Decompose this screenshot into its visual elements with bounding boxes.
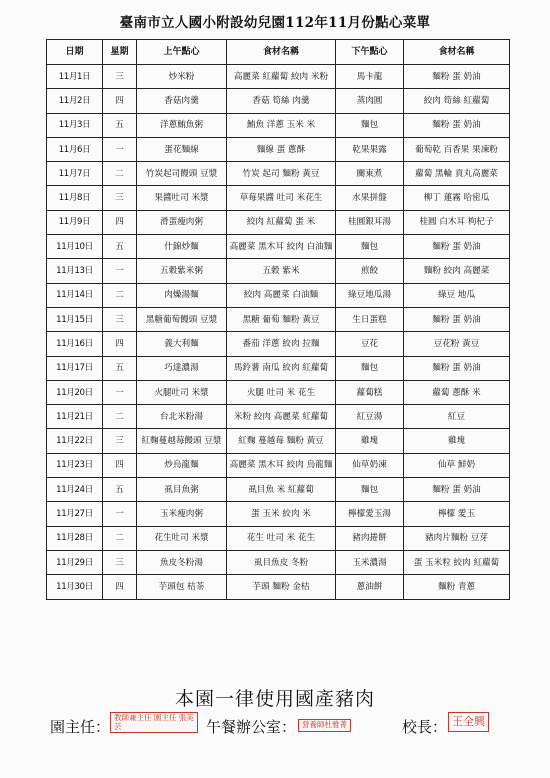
cell-weekday: 二: [103, 283, 137, 307]
table-row: [47, 429, 510, 453]
table-row: [47, 502, 510, 526]
cell-pm-snack: 綠豆地瓜湯: [336, 283, 404, 307]
header-am-snack: 上午點心: [137, 40, 227, 65]
cell-pm-snack: 馬卡龍: [336, 65, 404, 89]
cell-am-ingredients: 虱目魚皮 冬粉: [227, 550, 336, 574]
cell-am-snack: 火腿吐司 米漿: [137, 380, 227, 404]
cell-date: 11月22日: [47, 429, 103, 453]
cell-pm-ingredients: 蛋 玉米粒 絞肉 紅蘿蔔: [404, 550, 510, 574]
cell-am-snack: 竹炭起司饅頭 豆漿: [137, 162, 227, 186]
cell-am-ingredients: 高麗菜 黑木耳 絞肉 白油麵: [227, 235, 336, 259]
cell-am-ingredients: 紅麴 蔓越莓 麵粉 黃豆: [227, 429, 336, 453]
cell-am-snack: 巧達濃湯: [137, 356, 227, 380]
table-row: [47, 575, 510, 599]
cell-date: 11月3日: [47, 113, 103, 137]
cell-am-ingredients: 米粉 絞肉 高麗菜 紅蘿蔔: [227, 405, 336, 429]
cell-pm-snack: 乾果果露: [336, 137, 404, 161]
table-row: [47, 526, 510, 550]
cell-pm-snack: 麵包: [336, 113, 404, 137]
cell-pm-ingredients: 葡萄乾 百香果 果凍粉: [404, 137, 510, 161]
cell-pm-snack: 檸檬愛玉湯: [336, 502, 404, 526]
cell-am-ingredients: 番茄 洋蔥 絞肉 拉麵: [227, 332, 336, 356]
cell-weekday: 三: [103, 65, 137, 89]
cell-pm-snack: 蒸肉圓: [336, 89, 404, 113]
cell-date: 11月2日: [47, 89, 103, 113]
cell-pm-ingredients: 麵粉 蛋 奶油: [404, 235, 510, 259]
cell-am-ingredients: 虱目魚 米 紅蘿蔔: [227, 478, 336, 502]
cell-pm-snack: 麵包: [336, 478, 404, 502]
cell-am-snack: 花生吐司 米漿: [137, 526, 227, 550]
cell-am-ingredients: 黑糖 葡萄 麵粉 黃豆: [227, 307, 336, 331]
cell-pm-snack: 關東煮: [336, 162, 404, 186]
principal-signature-label: 校長：: [402, 718, 448, 736]
cell-am-snack: 虱目魚粥: [137, 478, 227, 502]
cell-pm-ingredients: 綠豆 地瓜: [404, 283, 510, 307]
cell-am-ingredients: 花生 吐司 米 花生: [227, 526, 336, 550]
cell-weekday: 一: [103, 380, 137, 404]
cell-pm-ingredients: 絞肉 筍絲 紅蘿蔔: [404, 89, 510, 113]
cell-date: 11月29日: [47, 550, 103, 574]
cell-weekday: 四: [103, 575, 137, 599]
cell-am-snack: 炒米粉: [137, 65, 227, 89]
director-signature-label: 園主任：: [50, 718, 111, 736]
cell-am-ingredients: 鮪魚 洋蔥 玉米 米: [227, 113, 336, 137]
header-pm-ingredients: 食材名稱: [404, 40, 510, 65]
cell-pm-snack: 麵包: [336, 235, 404, 259]
table-row: [47, 162, 510, 186]
cell-weekday: 四: [103, 453, 137, 477]
cell-am-ingredients: 麵線 蛋 蔥酥: [227, 137, 336, 161]
cell-weekday: 四: [103, 210, 137, 234]
cell-weekday: 三: [103, 550, 137, 574]
cell-am-ingredients: 草莓果醬 吐司 米花生: [227, 186, 336, 210]
cell-am-ingredients: 高麗菜 黑木耳 絞肉 烏龍麵: [227, 453, 336, 477]
table-row: [47, 453, 510, 477]
cell-date: 11月7日: [47, 162, 103, 186]
cell-am-ingredients: 五穀 紫米: [227, 259, 336, 283]
cell-am-ingredients: 火腿 吐司 米 花生: [227, 380, 336, 404]
cell-date: 11月13日: [47, 259, 103, 283]
cell-am-ingredients: 竹炭 起司 麵粉 黃豆: [227, 162, 336, 186]
cell-am-snack: 炒烏龍麵: [137, 453, 227, 477]
cell-date: 11月21日: [47, 405, 103, 429]
cell-pm-ingredients: 蘿蔔 黑輪 貢丸高麗菜: [404, 162, 510, 186]
cell-weekday: 四: [103, 89, 137, 113]
table-row: [47, 89, 510, 113]
cell-weekday: 三: [103, 307, 137, 331]
cell-weekday: 二: [103, 405, 137, 429]
cell-weekday: 五: [103, 478, 137, 502]
cell-am-snack: 黑糖葡萄饅頭 豆漿: [137, 307, 227, 331]
cell-date: 11月27日: [47, 502, 103, 526]
cell-am-snack: 滑蛋瘦肉粥: [137, 210, 227, 234]
cell-weekday: 五: [103, 235, 137, 259]
cell-am-snack: 台北米粉湯: [137, 405, 227, 429]
table-row: [47, 307, 510, 331]
cell-am-ingredients: 馬鈴薯 南瓜 絞肉 紅蘿蔔: [227, 356, 336, 380]
cell-date: 11月1日: [47, 65, 103, 89]
cell-am-snack: 魚皮冬粉湯: [137, 550, 227, 574]
cell-am-snack: 義大利麵: [137, 332, 227, 356]
cell-date: 11月6日: [47, 137, 103, 161]
cell-pm-snack: 桂圓銀耳湯: [336, 210, 404, 234]
cell-pm-ingredients: 麵粉 青蔥: [404, 575, 510, 599]
cell-am-snack: 蛋花麵線: [137, 137, 227, 161]
cell-pm-snack: 玉米濃湯: [336, 550, 404, 574]
header-pm-snack: 下午點心: [336, 40, 404, 65]
cell-am-ingredients: 絞肉 紅蘿蔔 蛋 米: [227, 210, 336, 234]
table-row: [47, 356, 510, 380]
cell-am-snack: 果醬吐司 米漿: [137, 186, 227, 210]
cell-weekday: 一: [103, 502, 137, 526]
table-row: [47, 478, 510, 502]
table-row: [47, 137, 510, 161]
cell-date: 11月8日: [47, 186, 103, 210]
cell-am-snack: 紅麴蔓越莓饅頭 豆漿: [137, 429, 227, 453]
cell-pm-snack: 紅豆湯: [336, 405, 404, 429]
cell-date: 11月28日: [47, 526, 103, 550]
principal-stamp: [448, 712, 489, 732]
cell-pm-ingredients: 雞塊: [404, 429, 510, 453]
table-row: [47, 550, 510, 574]
cell-weekday: 一: [103, 137, 137, 161]
cell-am-snack: 肉燥湯麵: [137, 283, 227, 307]
cell-am-ingredients: 高麗菜 紅蘿蔔 絞肉 米粉: [227, 65, 336, 89]
cell-weekday: 三: [103, 186, 137, 210]
cell-date: 11月17日: [47, 356, 103, 380]
cell-weekday: 二: [103, 526, 137, 550]
cell-pm-snack: 煎餃: [336, 259, 404, 283]
table-row: [47, 259, 510, 283]
cell-pm-snack: 仙草奶凍: [336, 453, 404, 477]
cell-pm-ingredients: 蘿蔔 蔥酥 米: [404, 380, 510, 404]
table-row: [47, 405, 510, 429]
cell-pm-snack: 生日蛋糕: [336, 307, 404, 331]
cell-pm-ingredients: 麵粉 蛋 奶油: [404, 65, 510, 89]
page-title: 臺南市立人國小附設幼兒園112年11月份點心菜單: [119, 15, 431, 31]
cell-pm-ingredients: 檸檬 愛玉: [404, 502, 510, 526]
snack-menu-table: [46, 39, 510, 600]
director-stamp: 教師兼主任 園主任 張美芸: [110, 712, 198, 733]
cell-date: 11月23日: [47, 453, 103, 477]
office-signature-label: 午餐辦公室：: [206, 718, 297, 736]
header-date: 日期: [47, 40, 103, 65]
cell-am-ingredients: 絞肉 高麗菜 白油麵: [227, 283, 336, 307]
cell-pm-ingredients: 桂圓 白木耳 枸杞子: [404, 210, 510, 234]
cell-pm-ingredients: 麵粉 蛋 奶油: [404, 113, 510, 137]
table-row: [47, 332, 510, 356]
cell-pm-ingredients: 仙草 鮮奶: [404, 453, 510, 477]
principal-stamp-text: 王全興: [452, 715, 485, 728]
cell-pm-snack: 水果拼盤: [336, 186, 404, 210]
cell-date: 11月14日: [47, 283, 103, 307]
cell-pm-snack: 雞塊: [336, 429, 404, 453]
cell-am-ingredients: 芋頭 麵粉 金桔: [227, 575, 336, 599]
cell-pm-snack: 蘿蔔糕: [336, 380, 404, 404]
cell-pm-snack: 豆花: [336, 332, 404, 356]
cell-pm-ingredients: 麵粉 絞肉 高麗菜: [404, 259, 510, 283]
pork-origin-notice: 本園一律使用國產豬肉: [174, 688, 375, 710]
header-am-ingredients: 食材名稱: [227, 40, 336, 65]
table-row: [47, 235, 510, 259]
cell-weekday: 三: [103, 429, 137, 453]
cell-am-snack: 芋頭包 桔茶: [137, 575, 227, 599]
header-weekday: 星期: [103, 40, 137, 65]
cell-pm-snack: 麵包: [336, 356, 404, 380]
cell-weekday: 五: [103, 356, 137, 380]
cell-weekday: 四: [103, 332, 137, 356]
cell-am-snack: 玉米瘦肉粥: [137, 502, 227, 526]
cell-am-ingredients: 香菇 筍絲 肉羹: [227, 89, 336, 113]
cell-date: 11月30日: [47, 575, 103, 599]
cell-am-snack: 什錦炒麵: [137, 235, 227, 259]
table-row: [47, 210, 510, 234]
cell-pm-ingredients: 麵粉 蛋 奶油: [404, 356, 510, 380]
cell-pm-ingredients: 麵粉 蛋 奶油: [404, 478, 510, 502]
cell-am-snack: 五穀紫米粥: [137, 259, 227, 283]
cell-pm-ingredients: 麵粉 蛋 奶油: [404, 307, 510, 331]
table-row: [47, 113, 510, 137]
dietitian-stamp: 營養師杜雅菁: [298, 719, 351, 732]
cell-date: 11月24日: [47, 478, 103, 502]
cell-pm-ingredients: 豬肉片麵粉 豆芽: [404, 526, 510, 550]
table-row: [47, 186, 510, 210]
cell-pm-snack: 豬肉捲餅: [336, 526, 404, 550]
cell-weekday: 五: [103, 113, 137, 137]
table-body: [47, 65, 510, 600]
cell-weekday: 二: [103, 162, 137, 186]
cell-date: 11月15日: [47, 307, 103, 331]
cell-pm-ingredients: 紅豆: [404, 405, 510, 429]
cell-am-ingredients: 蛋 玉米 絞肉 米: [227, 502, 336, 526]
table-row: [47, 380, 510, 404]
cell-pm-snack: 蔥油餅: [336, 575, 404, 599]
cell-pm-ingredients: 柳丁 蓮霧 哈密瓜: [404, 186, 510, 210]
cell-date: 11月16日: [47, 332, 103, 356]
table-row: [47, 65, 510, 89]
cell-pm-ingredients: 豆花粉 黃豆: [404, 332, 510, 356]
cell-weekday: 一: [103, 259, 137, 283]
table-row: [47, 283, 510, 307]
cell-date: 11月10日: [47, 235, 103, 259]
table-header-row: [47, 40, 510, 65]
cell-date: 11月9日: [47, 210, 103, 234]
cell-date: 11月20日: [47, 380, 103, 404]
cell-am-snack: 洋蔥鮪魚粥: [137, 113, 227, 137]
cell-am-snack: 香菇肉羹: [137, 89, 227, 113]
